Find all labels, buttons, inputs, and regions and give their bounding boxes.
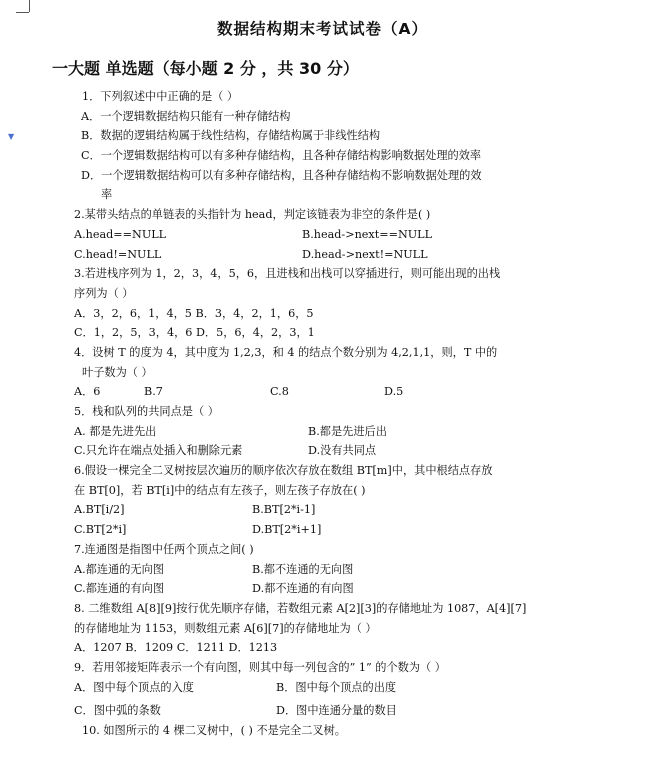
option-row [74, 382, 554, 402]
option-d: D.没有共同点 [308, 444, 377, 458]
question-stem: 1．下列叙述中中正确的是（ ） [82, 90, 239, 103]
option-d-continued: 率 [101, 188, 113, 202]
question-stem-continued: 叶子数为（ ） [82, 365, 153, 379]
question-stem: 8. 二维数组 A[8][9]按行优先顺序存储，若数组元素 A[2][3]的存储地址为 1087，A[4][7] [74, 601, 527, 615]
option-row: A．1207 B．1209 C．1211 D．1213 [74, 641, 278, 655]
option-b: B.都不连通的无向图 [252, 562, 354, 576]
option-d: D．图中连通分量的数目 [276, 704, 397, 718]
question-2 [74, 205, 554, 264]
option-b: B．图中每个顶点的出度 [276, 680, 397, 694]
option-a: A.都连通的无向图 [74, 562, 164, 576]
option-d: D.BT[2*i+1] [252, 523, 322, 537]
option-b: B.7 [144, 385, 163, 399]
option-row [74, 422, 554, 442]
option-row [74, 441, 554, 461]
option-a: A.BT[i/2] [74, 503, 125, 517]
question-stem: 3.若进栈序列为 1，2，3，4，5，6，且进栈和出栈可以穿插进行，则可能出现的出栈 [74, 267, 501, 281]
option-b: B.都是先进后出 [308, 424, 387, 438]
option-a: A.head==NULL [74, 227, 167, 241]
option-row [74, 245, 554, 265]
option-c: C．图中弧的条数 [74, 704, 161, 718]
question-stem: 4．设树 T 的度为 4，其中度为 1,2,3，和 4 的结点个数分别为 4,2,1,1，则，T 中的 [74, 345, 498, 359]
question-8 [74, 599, 554, 658]
option-d: D.都不连通的有向图 [252, 582, 354, 596]
option-b: B.head->next==NULL [302, 227, 433, 241]
option-row [74, 500, 554, 520]
option-row [74, 678, 554, 698]
question-stem: 2.某带头结点的单链表的头指针为 head，判定该链表为非空的条件是( ) [74, 208, 431, 222]
question-6 [74, 461, 554, 540]
crop-mark [29, 0, 30, 12]
question-5 [74, 402, 554, 461]
question-3 [74, 264, 554, 343]
option-b: B．数据的逻辑结构属于线性结构，存储结构属于非线性结构 [81, 129, 381, 143]
option-c: C.都连通的有向图 [74, 582, 165, 596]
question-stem-continued: 在 BT[0]，若 BT[i]中的结点有左孩子，则左孩子存放在( ) [74, 483, 366, 497]
option-c: C.head!=NULL [74, 247, 162, 261]
option-c: C.只允许在端点处插入和删除元素 [74, 444, 243, 458]
page-title: 数据结构期末考试试卷（A） [217, 20, 428, 38]
option-c: C.8 [270, 385, 289, 399]
question-7 [74, 540, 554, 599]
question-list [74, 87, 554, 741]
option-row [74, 225, 554, 245]
crop-mark [16, 12, 29, 13]
question-stem-continued: 序列为（ ） [74, 286, 134, 300]
option-d: D.5 [384, 385, 404, 399]
option-row: A．3，2，6，1，4，5 B．3，4，2，1，6，5 [74, 306, 314, 320]
option-d: D．一个逻辑数据结构可以有多种存储结构，且各种存储结构不影响数据处理的效 [81, 168, 482, 182]
option-row [74, 560, 554, 580]
option-d: D.head->next!=NULL [302, 247, 428, 261]
question-10 [74, 721, 554, 741]
option-row [74, 520, 554, 540]
option-row: C．1，2，5，3，4，6 D．5，6，4，2，3，1 [74, 326, 315, 340]
option-c: C.BT[2*i] [74, 523, 127, 537]
question-stem: 7.连通图是指图中任两个顶点之间( ) [74, 542, 254, 556]
option-c: C．一个逻辑数据结构可以有多种存储结构，且各种存储结构影响数据处理的效率 [81, 149, 482, 163]
option-b: B.BT[2*i-1] [252, 503, 316, 517]
question-stem: 6.假设一棵完全二叉树按层次遍历的顺序依次存放在数组 BT[m]中，其中根结点存放 [74, 464, 493, 478]
option-a: A．一个逻辑数据结构只能有一种存储结构 [81, 109, 291, 123]
option-a: A．图中每个顶点的入度 [74, 680, 194, 694]
option-a: A．6 [74, 385, 101, 399]
question-stem-continued: 的存储地址为 1153，则数组元素 A[6][7]的存储地址为（ ） [74, 621, 377, 635]
question-1 [74, 87, 554, 205]
question-stem: 9．若用邻接矩阵表示一个有向图，则其中每一列包含的” 1” 的个数为（ ） [74, 660, 446, 674]
question-9 [74, 658, 554, 721]
question-stem: 5．栈和队列的共同点是（ ） [74, 405, 219, 418]
margin-arrow-icon: ▼ [8, 132, 15, 141]
option-row [74, 579, 554, 599]
section-heading: 一大题 单选题（每小题 2 分 ，共 30 分） [52, 59, 359, 78]
question-4 [74, 343, 554, 402]
question-stem: 10. 如图所示的 4 棵二叉树中，( ) 不是完全二叉树。 [82, 724, 346, 737]
option-row [74, 701, 554, 721]
option-a: A. 都是先进先出 [74, 424, 157, 438]
